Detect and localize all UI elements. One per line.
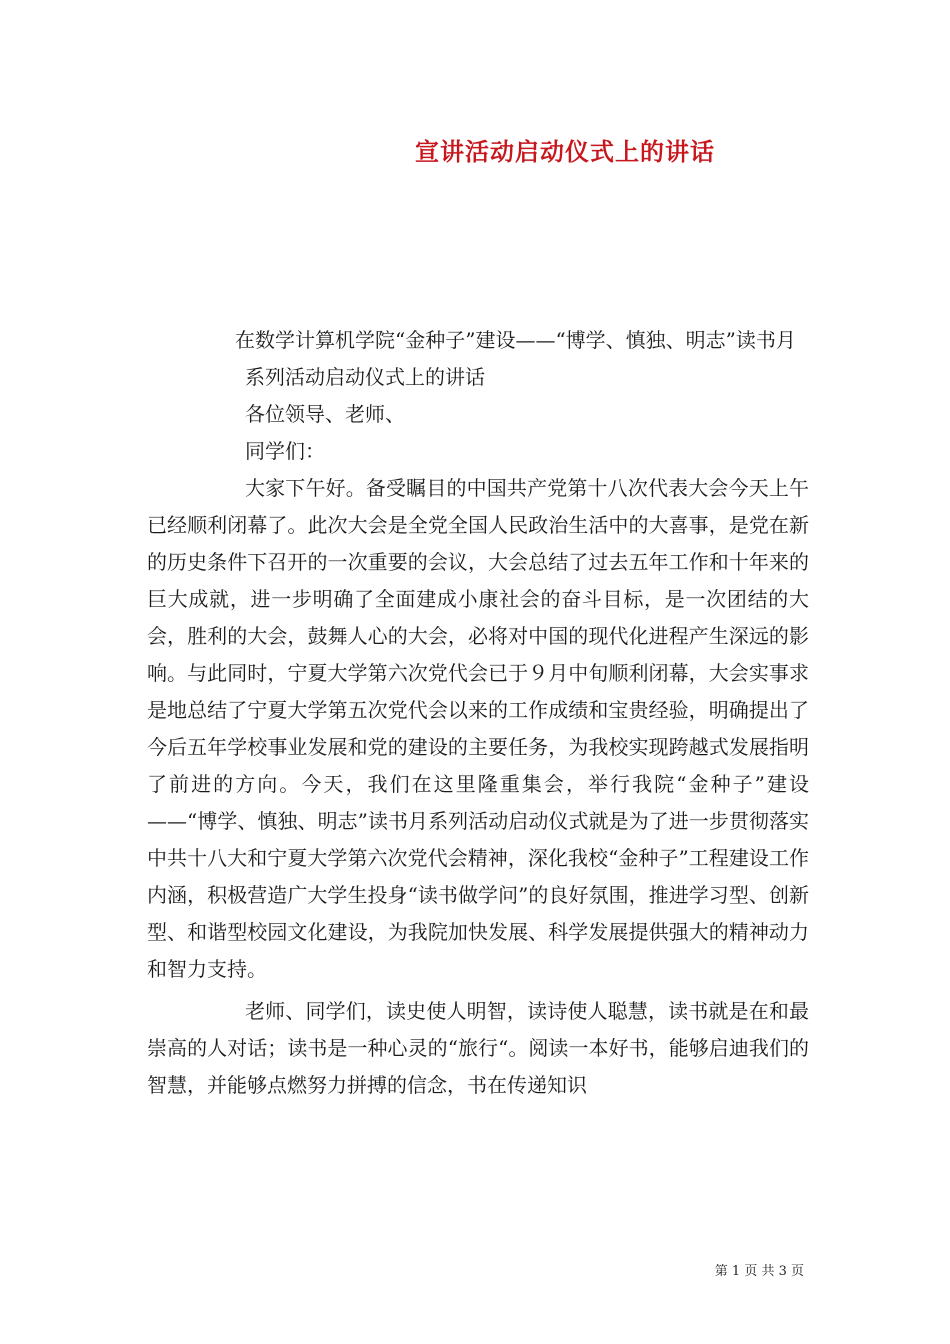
salutation-line-2: 同学们： — [245, 439, 325, 463]
document-body — [147, 322, 809, 1104]
page-number: 第 1 页 共 3 页 — [714, 1264, 804, 1279]
heading-line-1: 在数学计算机学院“金种子”建设——“博学、慎独、明志”读书月 — [235, 328, 796, 352]
paragraph: 老师、同学们，读史使人明智，读诗使人聪慧，读书就是在和最崇高的人对话；读书是一种心灵的“旅行“。阅读一本好书，能够启迪我们的智慧，并能够点燃努力拼搏的信念，书在传递知识 — [147, 999, 809, 1097]
paragraph: 大家下午好。备受瞩目的中国共产党第十八次代表大会今天上午已经顺利闭幕了。此次大会是全党全国人民政治生活中的大喜事，是党在新的历史条件下召开的一次重要的会议，大会总结了过去五年工作和十年来的巨大成就，进一步明确了全面建成小康社会的奋斗目标，是一次团结的大会，胜利的大会，鼓舞人心的大会，必将对中国的现代化进程产生深远的影响。与此同时，宁夏大学第六次党代会已于９月中旬顺利闭幕，大会实事求是地总结了宁夏大学第五次党代会以来的工作成绩和宝贵经验，明确提出了今后五年学校事业发展和党的建设的主要任务，为我校实现跨越式发展指明了前进的方向。今天，我们在这里隆重集会，举行我院“金种子”建设——“博学、慎独、明志”读书月系列活动启动仪式就是为了进一步贯彻落实中共十八大和宁夏大学第六次党代会精神，深化我校“金种子”工程建设工作内涵，积极营造广大学生投身“读书做学问”的良好氛围，推进学习型、创新型、和谐型校园文化建设，为我院加快发展、科学发展提供强大的精神动力和智力支持。 — [147, 476, 809, 981]
salutation-line-1: 各位领导、老师、 — [245, 402, 405, 426]
document-title: 宣讲活动启动仪式上的讲话 — [415, 137, 715, 166]
heading-line-2: 系列活动启动仪式上的讲话 — [245, 365, 485, 389]
